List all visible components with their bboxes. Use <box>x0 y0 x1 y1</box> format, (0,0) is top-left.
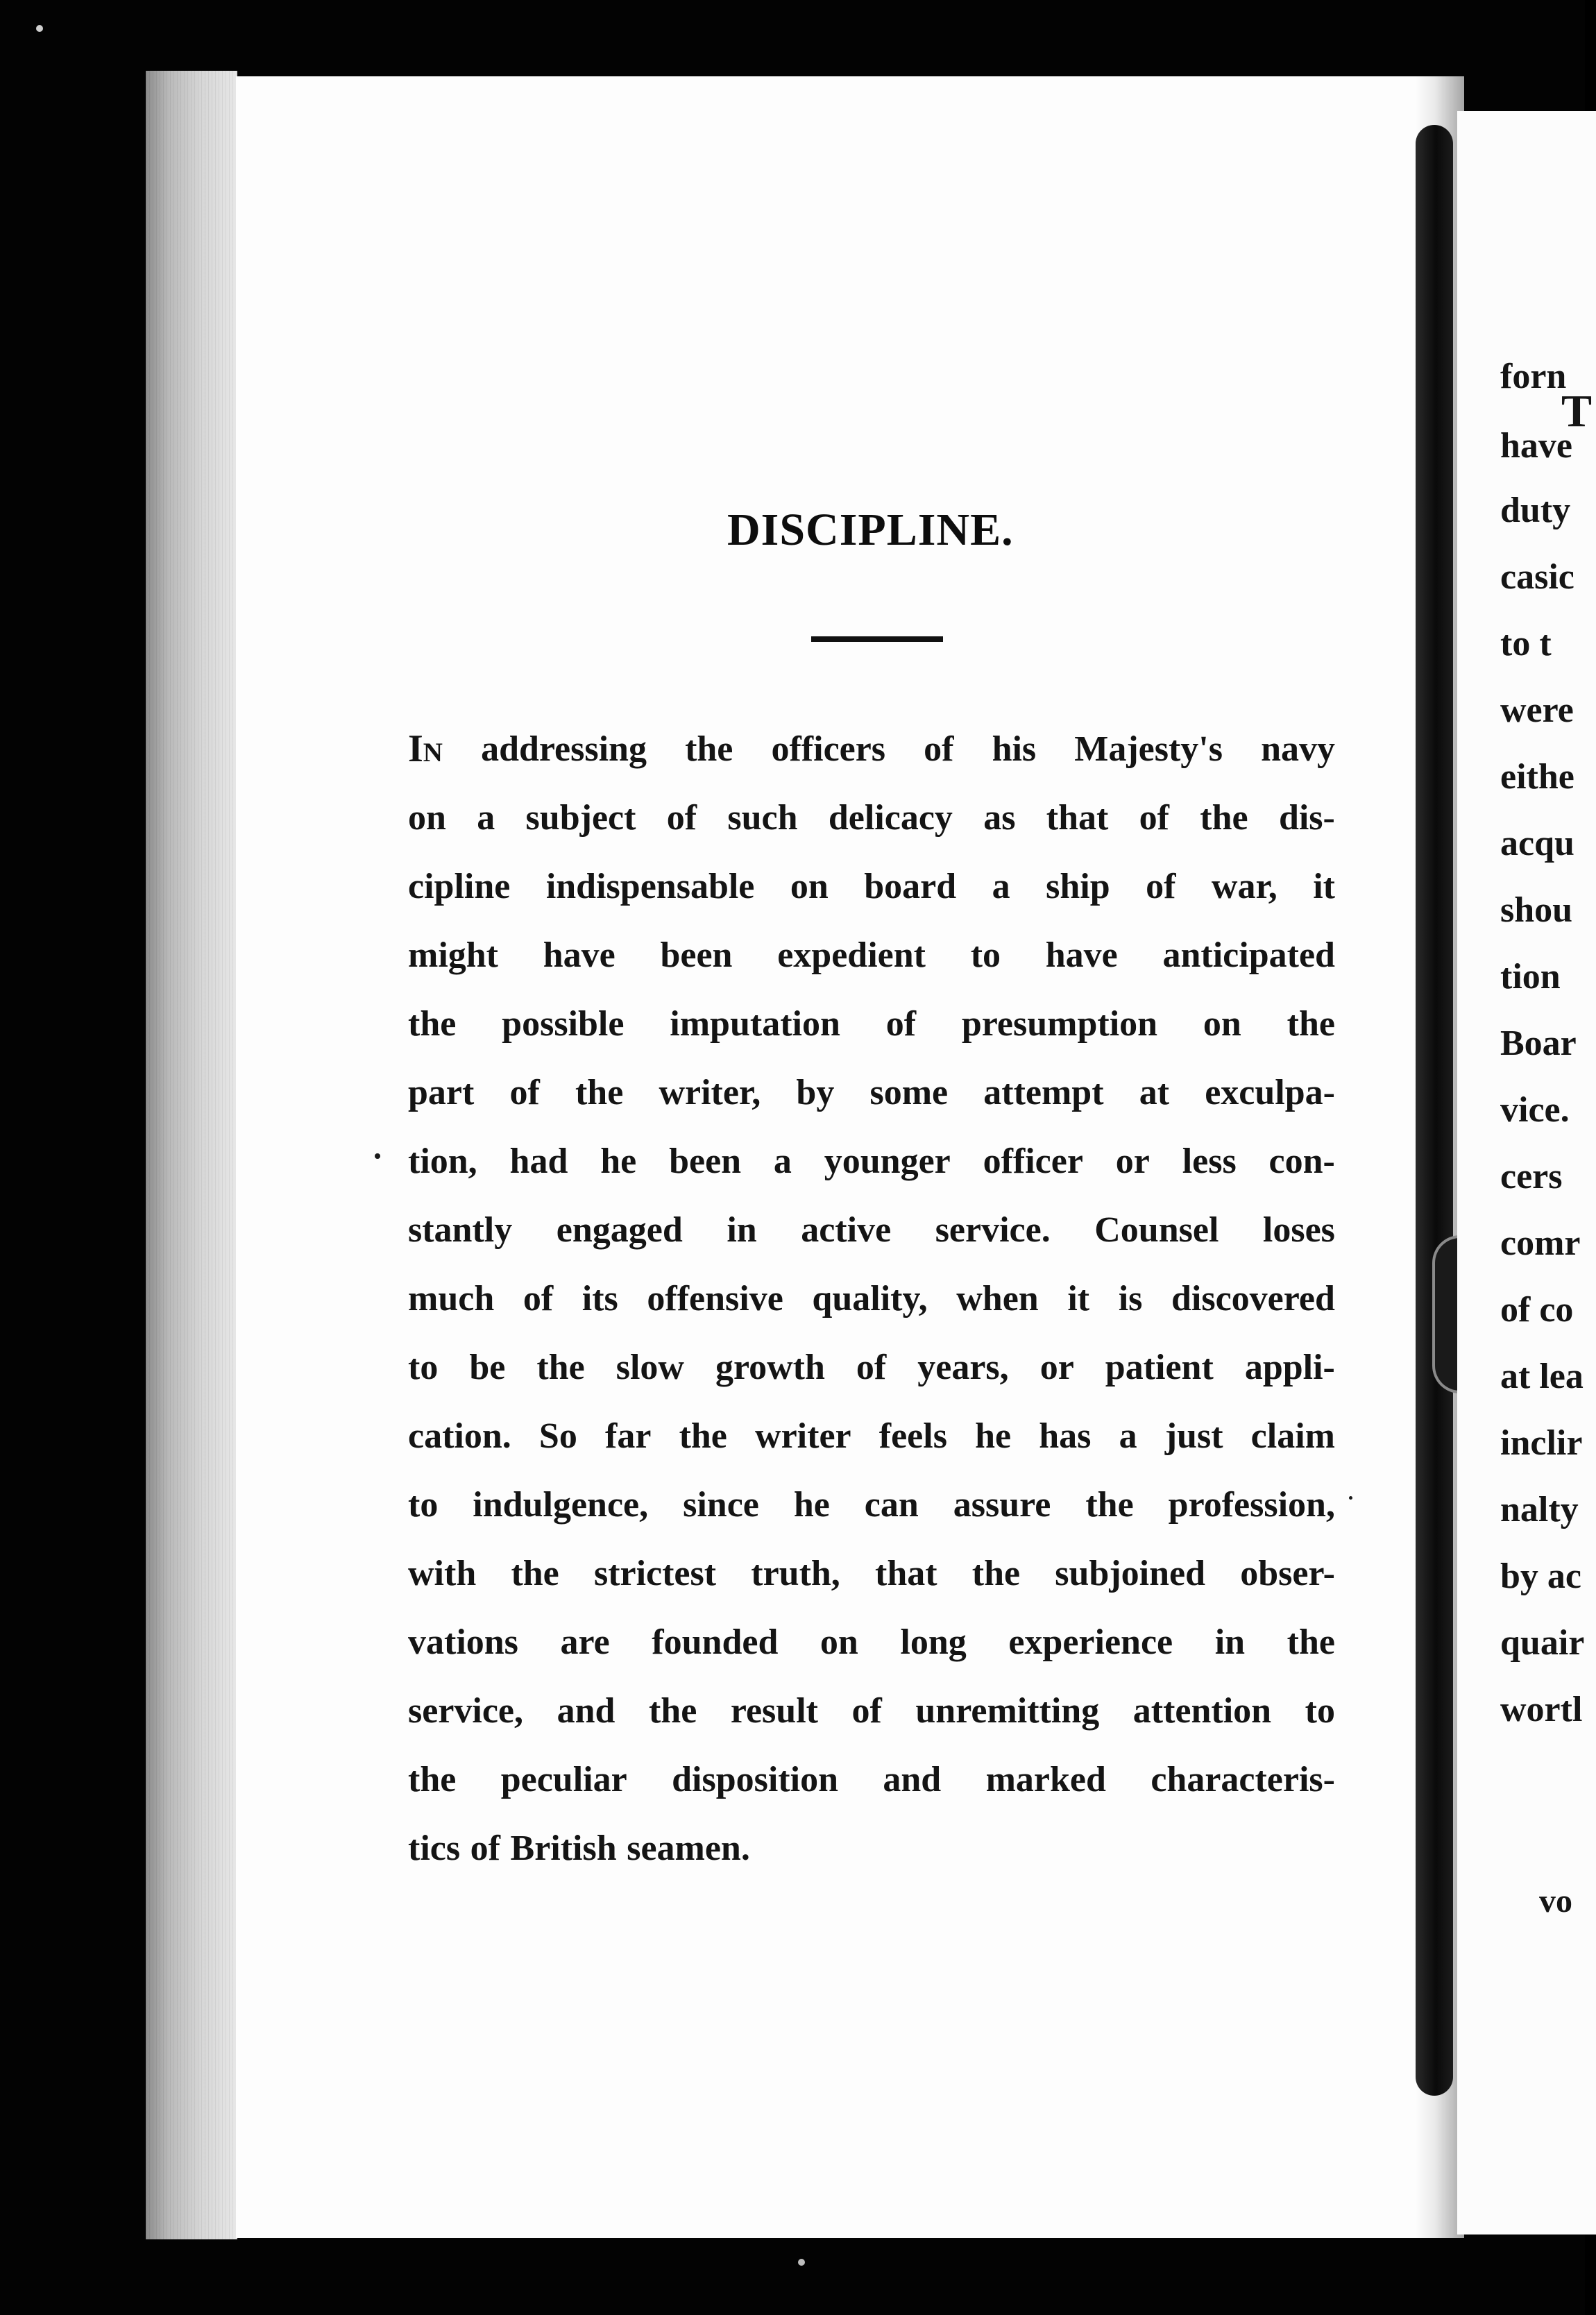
chapter-heading: DISCIPLINE. <box>727 504 1014 555</box>
word: at <box>1139 1073 1170 1112</box>
word: the <box>511 1554 559 1593</box>
word: the <box>685 729 733 769</box>
word: on <box>820 1622 858 1662</box>
word: might <box>408 935 498 975</box>
word: as <box>983 798 1016 838</box>
right-page-line: nalty <box>1500 1490 1579 1529</box>
page-edge-stack <box>146 71 237 2239</box>
word: has <box>1039 1416 1092 1456</box>
ink-speck <box>375 1153 380 1159</box>
text-line <box>408 783 1335 852</box>
word: ship <box>1046 867 1110 906</box>
word: tics <box>408 1829 461 1868</box>
word: of <box>851 1691 882 1731</box>
word: attempt <box>983 1073 1104 1112</box>
heading-rule <box>811 636 943 642</box>
word: had <box>509 1142 568 1181</box>
word: younger <box>824 1142 951 1181</box>
word: of <box>856 1348 887 1387</box>
text-line <box>408 715 1335 783</box>
word: characteris- <box>1151 1760 1335 1799</box>
word: of <box>470 1829 500 1868</box>
right-page <box>1457 111 1596 2235</box>
word: indulgence, <box>473 1485 649 1525</box>
word: service. <box>935 1210 1051 1250</box>
word: since <box>683 1485 759 1525</box>
word: patient <box>1105 1348 1214 1387</box>
right-page-line: of co <box>1500 1290 1574 1330</box>
word: years, <box>917 1348 1009 1387</box>
word: the <box>679 1416 727 1456</box>
right-page-line: duty <box>1500 491 1571 530</box>
word: on <box>1203 1004 1241 1044</box>
right-page-line: forn <box>1500 357 1567 396</box>
word: officers <box>771 729 886 769</box>
word: addressing <box>481 729 647 769</box>
text-line <box>408 1196 1335 1264</box>
text-line <box>408 1402 1335 1470</box>
word: to <box>970 935 1001 975</box>
word: cation. <box>408 1416 511 1456</box>
word: the <box>648 1691 697 1731</box>
right-page-line: Boar <box>1500 1024 1577 1063</box>
word: he <box>793 1485 830 1525</box>
word: the <box>1287 1004 1335 1044</box>
word: that <box>875 1554 937 1593</box>
word: feels <box>878 1416 947 1456</box>
text-line <box>408 1814 1335 1883</box>
word: truth, <box>751 1554 840 1593</box>
show-through-text <box>236 260 1464 303</box>
word: on <box>408 798 446 838</box>
word: claim <box>1250 1416 1335 1456</box>
word: or <box>1039 1348 1074 1387</box>
word: and <box>557 1691 616 1731</box>
word: quality, <box>812 1279 928 1318</box>
word: vations <box>408 1622 518 1662</box>
word: the <box>1085 1485 1134 1525</box>
word: delicacy <box>828 798 953 838</box>
word: long <box>900 1622 967 1662</box>
right-page-line: tion <box>1500 957 1561 997</box>
right-page-line: wortl <box>1500 1690 1583 1729</box>
right-page-catchword: vo <box>1539 1883 1572 1919</box>
right-page-line: shou <box>1500 890 1573 930</box>
word: of <box>1146 867 1176 906</box>
word: a <box>773 1142 792 1181</box>
word: is <box>1118 1279 1143 1318</box>
word: exculpa- <box>1205 1073 1335 1112</box>
word: tion, <box>408 1142 477 1181</box>
word: the <box>1287 1622 1335 1662</box>
word: to <box>408 1485 439 1525</box>
text-line <box>408 1058 1335 1127</box>
word: it <box>1067 1279 1090 1318</box>
word: a <box>1119 1416 1137 1456</box>
word: can <box>864 1485 919 1525</box>
book-binding <box>1416 125 1453 2096</box>
word: the <box>971 1554 1021 1593</box>
word: that <box>1046 798 1109 838</box>
body-paragraph <box>408 715 1335 1908</box>
word: In <box>408 727 443 770</box>
right-page-line: quair <box>1500 1623 1585 1663</box>
word: the <box>575 1073 624 1112</box>
text-line <box>408 1608 1335 1677</box>
right-page-line: acqu <box>1500 824 1574 863</box>
word: writer <box>755 1416 851 1456</box>
word: growth <box>715 1348 825 1387</box>
right-page-line: inclir <box>1500 1423 1583 1463</box>
word: the <box>1200 798 1248 838</box>
word: have <box>543 935 616 975</box>
text-line <box>408 1470 1335 1539</box>
word: board <box>864 867 957 906</box>
word: in <box>727 1210 757 1250</box>
word: such <box>727 798 798 838</box>
word: presumption <box>961 1004 1158 1044</box>
word: dis- <box>1278 798 1335 838</box>
word: So <box>538 1416 577 1456</box>
word: been <box>669 1142 742 1181</box>
right-page-line: at lea <box>1500 1357 1584 1396</box>
word: possible <box>502 1004 625 1044</box>
word: be <box>469 1348 506 1387</box>
word: are <box>560 1622 610 1662</box>
word: and <box>883 1760 942 1799</box>
word: navy <box>1261 729 1335 769</box>
scan-speck <box>798 2259 805 2266</box>
word: assure <box>953 1485 1051 1525</box>
text-line <box>408 1677 1335 1745</box>
word: Counsel <box>1094 1210 1219 1250</box>
word: unremitting <box>915 1691 1100 1731</box>
text-line <box>408 990 1335 1058</box>
text-line <box>408 1539 1335 1608</box>
word: subject <box>525 798 636 838</box>
word: of <box>1139 798 1169 838</box>
word: offensive <box>647 1279 783 1318</box>
right-page-line: comr <box>1500 1223 1581 1263</box>
text-line <box>408 1264 1335 1333</box>
word: of <box>666 798 697 838</box>
word: peculiar <box>500 1760 627 1799</box>
word: he <box>600 1142 637 1181</box>
word: founded <box>652 1622 779 1662</box>
word: experience <box>1008 1622 1173 1662</box>
word: imputation <box>670 1004 840 1044</box>
word: anticipated <box>1162 935 1335 975</box>
word: far <box>605 1416 652 1456</box>
word: con- <box>1268 1142 1335 1181</box>
word: profession, <box>1168 1485 1335 1525</box>
word: loses <box>1262 1210 1335 1250</box>
word: the <box>408 1004 457 1044</box>
right-page-line: cers <box>1500 1157 1563 1196</box>
word: strictest <box>593 1554 717 1593</box>
word: by <box>796 1073 835 1112</box>
right-page-line: to t <box>1500 624 1552 663</box>
word: of <box>885 1004 917 1044</box>
text-line <box>408 921 1335 990</box>
text-line <box>408 852 1335 921</box>
word: to <box>408 1348 439 1387</box>
word: slow <box>616 1348 684 1387</box>
word: indispensable <box>545 867 755 906</box>
text-line <box>408 1127 1335 1196</box>
word: the <box>408 1760 457 1799</box>
word: or <box>1115 1142 1150 1181</box>
word: his <box>992 729 1037 769</box>
word: it <box>1313 867 1335 906</box>
word: with <box>408 1554 477 1593</box>
word: just <box>1164 1416 1223 1456</box>
word: part <box>408 1073 475 1112</box>
right-page-line: have <box>1500 426 1572 466</box>
word: on <box>790 867 829 906</box>
word: seamen. <box>627 1829 750 1868</box>
word: much <box>408 1279 495 1318</box>
word: of <box>509 1073 540 1112</box>
scan-speck <box>36 25 43 32</box>
word: its <box>581 1279 618 1318</box>
word: obser- <box>1240 1554 1335 1593</box>
word: service, <box>408 1691 524 1731</box>
word: officer <box>983 1142 1083 1181</box>
word: writer, <box>659 1073 761 1112</box>
word: to <box>1305 1691 1335 1731</box>
word: Majesty's <box>1074 729 1223 769</box>
word: active <box>801 1210 892 1250</box>
word: the <box>536 1348 585 1387</box>
word: stantly <box>408 1210 513 1250</box>
right-page-line: vice. <box>1500 1090 1570 1130</box>
word: he <box>975 1416 1012 1456</box>
word: been <box>660 935 733 975</box>
right-page-line: eithe <box>1500 757 1574 797</box>
word: war, <box>1211 867 1277 906</box>
word: marked <box>985 1760 1106 1799</box>
word: disposition <box>672 1760 838 1799</box>
right-page-line: casic <box>1500 557 1574 597</box>
word: subjoined <box>1055 1554 1206 1593</box>
word: appli- <box>1244 1348 1335 1387</box>
word: engaged <box>556 1210 683 1250</box>
word: British <box>510 1829 617 1868</box>
word: less <box>1182 1142 1237 1181</box>
word: some <box>869 1073 949 1112</box>
word: of <box>523 1279 554 1318</box>
word: a <box>477 798 495 838</box>
text-line <box>408 1745 1335 1814</box>
word: cipline <box>408 867 511 906</box>
word: a <box>992 867 1010 906</box>
word: when <box>956 1279 1039 1318</box>
word: result <box>730 1691 818 1731</box>
word: expedient <box>777 935 926 975</box>
right-page-line: by ac <box>1500 1557 1581 1596</box>
text-line <box>408 1333 1335 1402</box>
right-page-drop-letter: T <box>1561 386 1593 436</box>
page-edge-lines <box>146 71 237 2239</box>
word: discovered <box>1171 1279 1335 1318</box>
word: in <box>1214 1622 1246 1662</box>
ink-speck <box>1349 1496 1352 1500</box>
word: attention <box>1132 1691 1272 1731</box>
word: have <box>1045 935 1118 975</box>
right-page-line: were <box>1500 690 1574 730</box>
word: of <box>924 729 954 769</box>
